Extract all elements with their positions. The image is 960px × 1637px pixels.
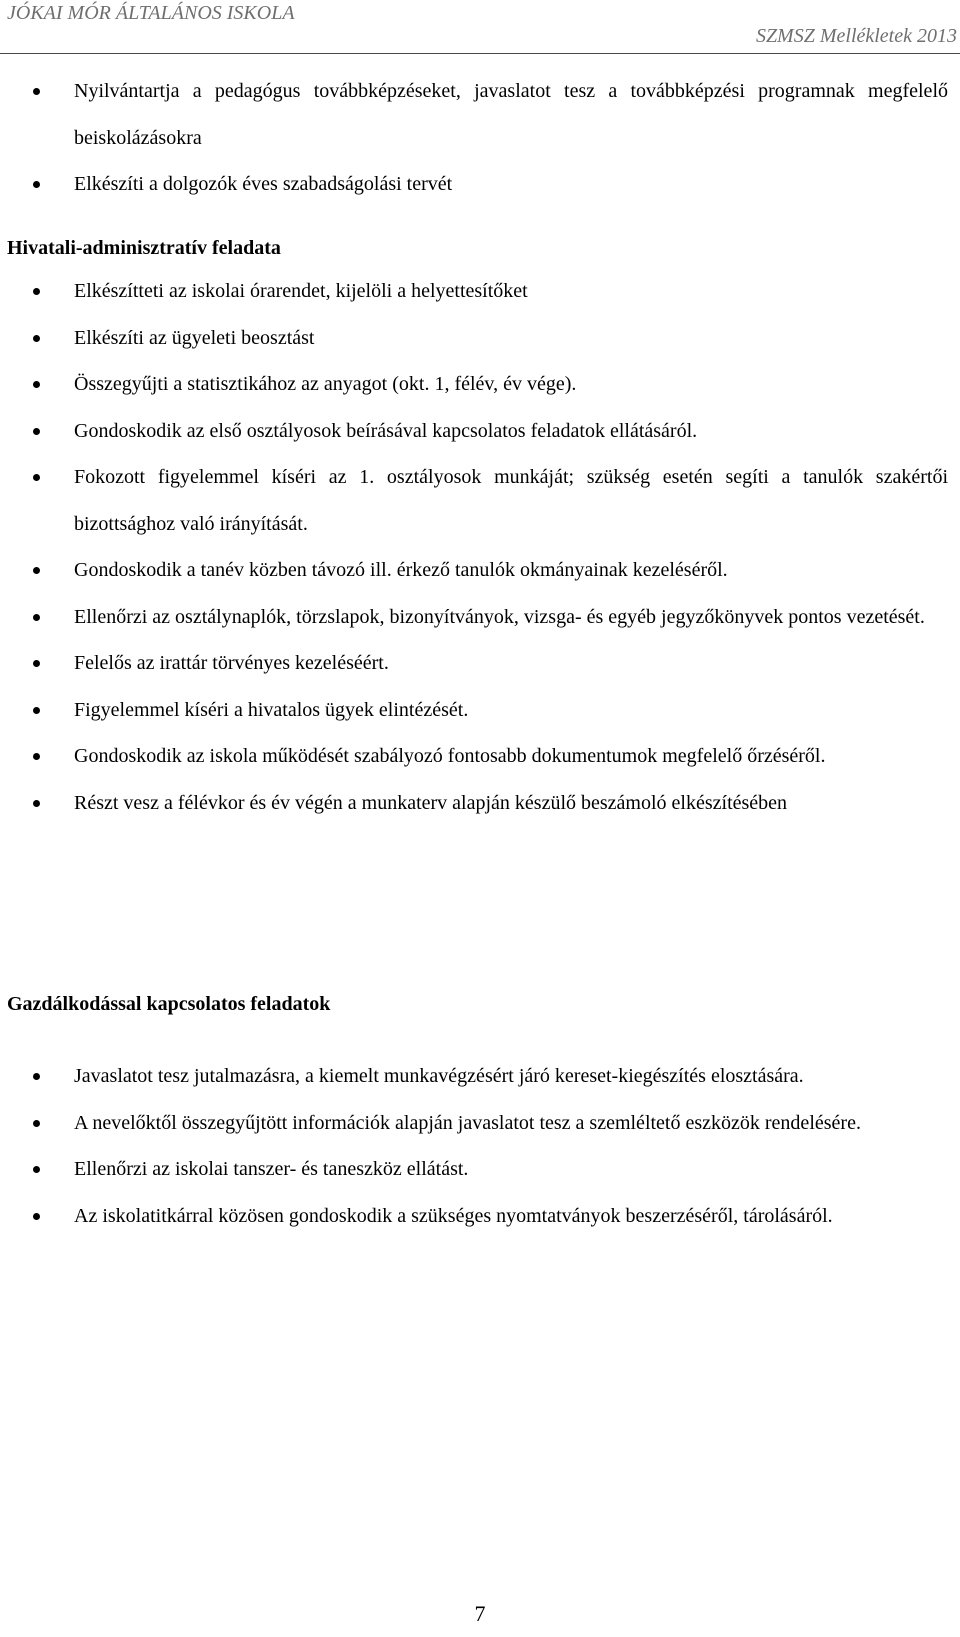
list-item-text: Felelős az irattár törvényes kezeléséért. <box>74 652 389 674</box>
list-item <box>0 1053 960 1100</box>
list-item <box>0 1100 960 1147</box>
list-item-text: Nyilvántartja a pedagógus továbbképzéseket, javaslatot tesz a továbbképzési programnak megfelelő beiskolázásokra <box>74 80 948 149</box>
bullet-icon <box>33 1166 40 1173</box>
bullet-icon <box>33 660 40 667</box>
bullet-icon <box>33 335 40 342</box>
list-item <box>0 315 960 362</box>
bullet-icon <box>33 474 40 481</box>
intro-list <box>0 68 960 208</box>
finance-list-block <box>0 1053 960 1239</box>
bullet-icon <box>33 381 40 388</box>
list-item <box>0 268 960 315</box>
document-name: SZMSZ Mellékletek 2013 <box>755 25 957 47</box>
school-name: JÓKAI MÓR ÁLTALÁNOS ISKOLA <box>7 2 295 24</box>
bullet-icon <box>33 428 40 435</box>
list-item-text: Részt vesz a félévkor és év végén a munkaterv alapján készülő beszámoló elkészítésében <box>74 791 788 814</box>
list-item <box>0 1193 960 1240</box>
bullet-icon <box>33 800 40 807</box>
list-item-text: Gondoskodik az első osztályosok beírásával kapcsolatos feladatok ellátásáról. <box>74 419 698 442</box>
bullet-icon <box>33 1213 40 1220</box>
list-item <box>0 68 960 161</box>
list-item-text: Gondoskodik az iskola működését szabályozó fontosabb dokumentumok megfelelő őrzéséről. <box>74 745 826 767</box>
admin-list <box>0 268 960 826</box>
finance-section-heading: Gazdálkodással kapcsolatos feladatok <box>7 993 331 1015</box>
bullet-icon <box>33 707 40 714</box>
list-item <box>0 454 960 547</box>
bullet-icon <box>33 614 40 621</box>
list-item <box>0 1146 960 1193</box>
list-item-text: Elkészíti az ügyeleti beosztást <box>74 326 315 349</box>
list-item-text: Gondoskodik a tanév közben távozó ill. érkező tanulók okmányainak kezeléséről. <box>74 559 728 581</box>
admin-section-heading: Hivatali-adminisztratív feladata <box>7 237 281 259</box>
list-item-text: Ellenőrzi az osztálynaplók, törzslapok, bizonyítványok, vizsga- és egyéb jegyzőkönyvek pontos vezetését. <box>74 605 925 628</box>
bullet-icon <box>33 181 40 188</box>
page-header <box>0 0 960 56</box>
header-divider <box>0 53 960 54</box>
list-item <box>0 161 960 208</box>
list-item <box>0 640 960 687</box>
list-item <box>0 733 960 780</box>
list-item-text: A nevelőktől összegyűjtött információk alapján javaslatot tesz a szemléltető eszközök rendelésére. <box>74 1111 861 1134</box>
finance-list <box>0 1053 960 1239</box>
bullet-icon <box>33 753 40 760</box>
list-item <box>0 780 960 827</box>
list-item <box>0 687 960 734</box>
list-item-text: Figyelemmel kíséri a hivatalos ügyek elintézését. <box>74 698 469 721</box>
list-item-text: Ellenőrzi az iskolai tanszer- és taneszköz ellátást. <box>74 1158 469 1180</box>
page-number: 7 <box>474 1601 486 1626</box>
intro-list-block <box>0 68 960 208</box>
list-item <box>0 594 960 641</box>
bullet-icon <box>33 288 40 295</box>
bullet-icon <box>33 1120 40 1127</box>
list-item-text: Fokozott figyelemmel kíséri az 1. osztályosok munkáját; szükség esetén segíti a tanulók szakértői bizottsághoz való irányítását. <box>74 466 948 535</box>
list-item <box>0 547 960 594</box>
list-item-text: Az iskolatitkárral közösen gondoskodik a szükséges nyomtatványok beszerzéséről, tárolásáról. <box>74 1204 833 1227</box>
list-item <box>0 361 960 408</box>
list-item-text: Javaslatot tesz jutalmazásra, a kiemelt munkavégzésért járó kereset-kiegészítés elosztására. <box>74 1065 804 1087</box>
bullet-icon <box>33 88 40 95</box>
bullet-icon <box>33 567 40 574</box>
list-item-text: Összegyűjti a statisztikához az anyagot (okt. 1, félév, év vége). <box>74 373 577 395</box>
list-item <box>0 408 960 455</box>
list-item-text: Elkészíti a dolgozók éves szabadságolási tervét <box>74 173 453 195</box>
bullet-icon <box>33 1073 40 1080</box>
admin-list-block <box>0 268 960 826</box>
list-item-text: Elkészítteti az iskolai órarendet, kijelöli a helyettesítőket <box>74 280 528 302</box>
